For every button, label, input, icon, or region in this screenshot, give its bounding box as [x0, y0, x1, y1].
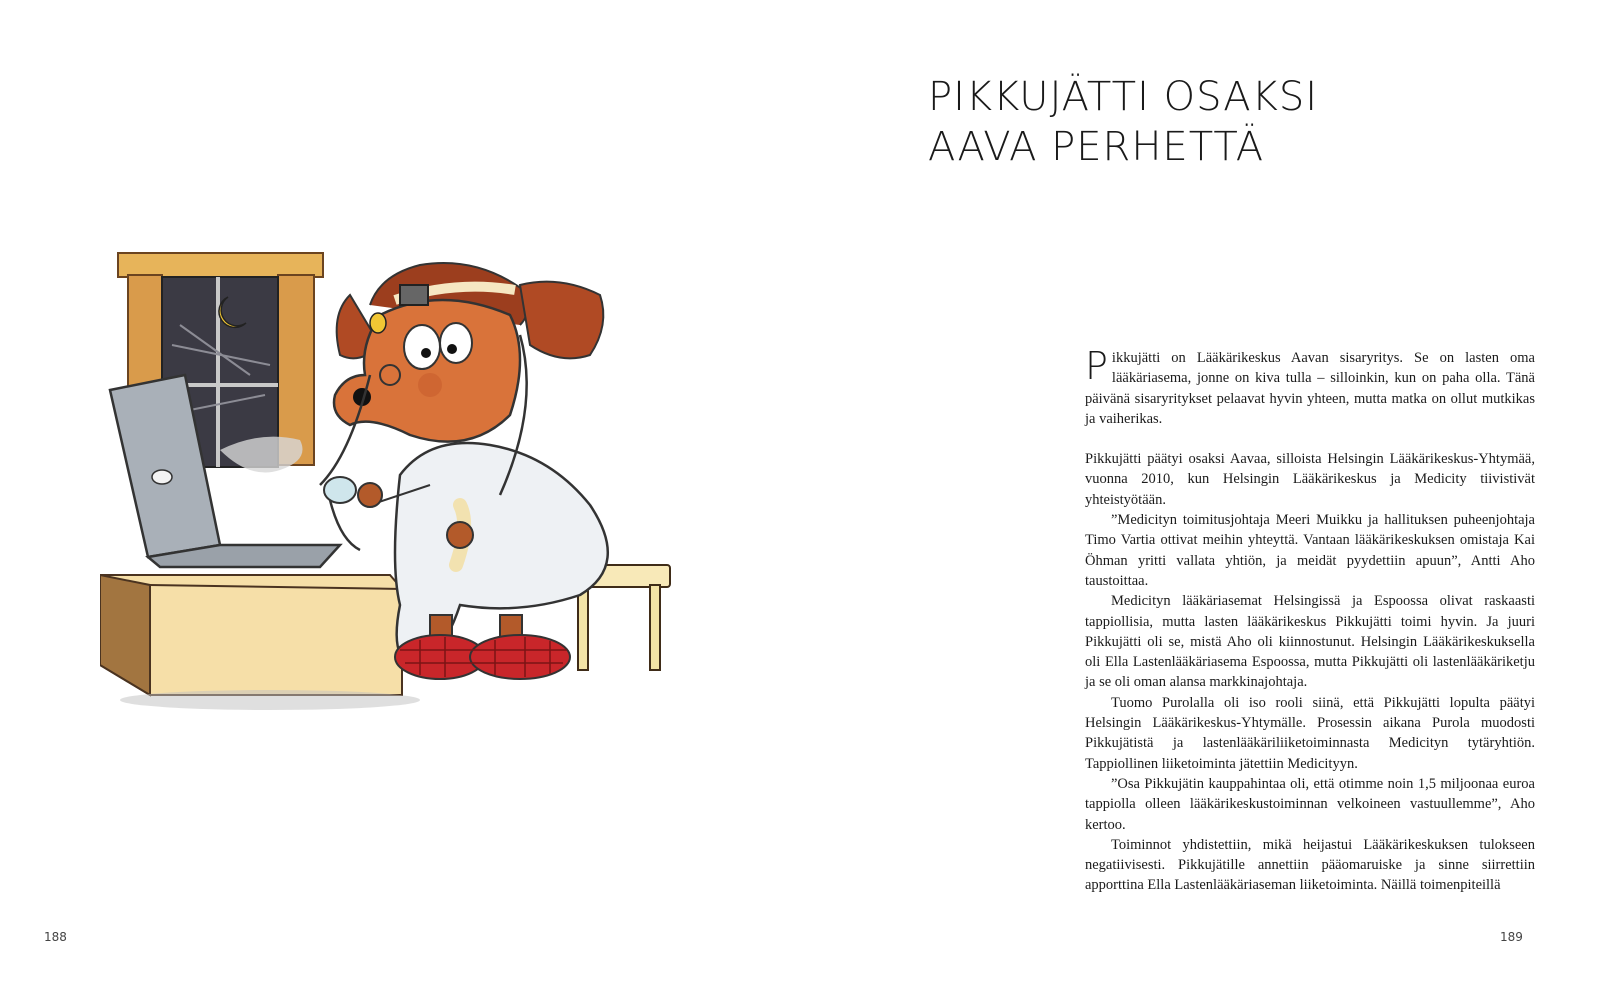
lead-paragraph-text: ikkujätti on Lääkärikeskus Aavan sisaryritys. Se on lasten oma lääkäriasema, jonne on kiva tulla – silloinkin, kun on paha olla. Tänä päivänä sisaryritykset pelaavat hyvin yhteen, mutta matka on ollut mutkikas ja vaiherikas.	[1085, 350, 1535, 427]
paragraph-6: Toiminnot yhdistettiin, mikä heijastui Lääkärikeskuksen tulokseen negatiivisesti. Pikkujätille annettiin pääomaruiske ja sinne siirrettiin apporttina Ella Lastenlääkäriaseman liiketoiminta. Näillä toimenpiteillä	[1085, 836, 1535, 894]
paragraph-4: Tuomo Purolalla oli iso rooli siinä, että Pikkujätti lopulta päätyi Helsingin Lääkärikeskus-Yhtymälle. Prosessin aikana Purola muodosti Pikkujätistä ja lastenlääkäriliiketoiminnasta Medicityn tytäryhtiön. Tappiollinen liiketoiminta jätettiin Medicityyn.	[1085, 694, 1535, 772]
paragraph-3: Medicityn lääkäriasemat Helsingissä ja Espoossa olivat raskaasti tappiollisia, mutta lasten lääkärikeskus Pikkujätti toimi hyvin. Ja juuri Pikkujätti oli se, mistä Aho oli kiinnostunut. Helsingin Lääkärikeskuksella oli Ella Lastenlääkäriasema Espoossa, mutta Pikkujätti oli lastenlääkäriketju ja se oli oman alansa markkinajohtaja.	[1085, 593, 1535, 691]
right-page	[800, 0, 1600, 990]
lead-paragraph	[1085, 344, 1535, 429]
dog-doctor-illustration	[100, 245, 720, 735]
drop-cap: P	[1085, 344, 1108, 388]
page-number-left: 188	[44, 930, 67, 944]
paragraph-2: ”Medicityn toimitusjohtaja Meeri Muikku ja hallituksen puheenjohtaja Timo Vartia ottivat meihin yhteyttä. Vantaan lääkärikeskuksen omistaja Kai Öhman yritti vallata yhtiön, ja meidät pyydettiin apuun”, Antti Aho taustoittaa.	[1085, 512, 1535, 589]
chapter-title	[928, 72, 1318, 172]
chapter-title-line2: AAVA PERHETTÄ	[928, 124, 1265, 170]
body-text	[1085, 344, 1535, 896]
paragraph-1: Pikkujätti päätyi osaksi Aavaa, silloista Helsingin Lääkärikeskus-Yhtymää, vuonna 2010, kun Helsingin Lääkärikeskus ja Medicity tiivistivät yhteistyötään.	[1085, 451, 1535, 508]
page-number-right: 189	[1500, 930, 1523, 944]
chapter-title-line1: PIKKUJÄTTI OSAKSI	[928, 74, 1319, 120]
paragraph-5: ”Osa Pikkujätin kauppahintaa oli, että otimme noin 1,5 miljoonaa euroa tappiolla olleen lääkärikeskustoiminnan velkoineen vastuullemme”, Aho kertoo.	[1085, 775, 1535, 833]
